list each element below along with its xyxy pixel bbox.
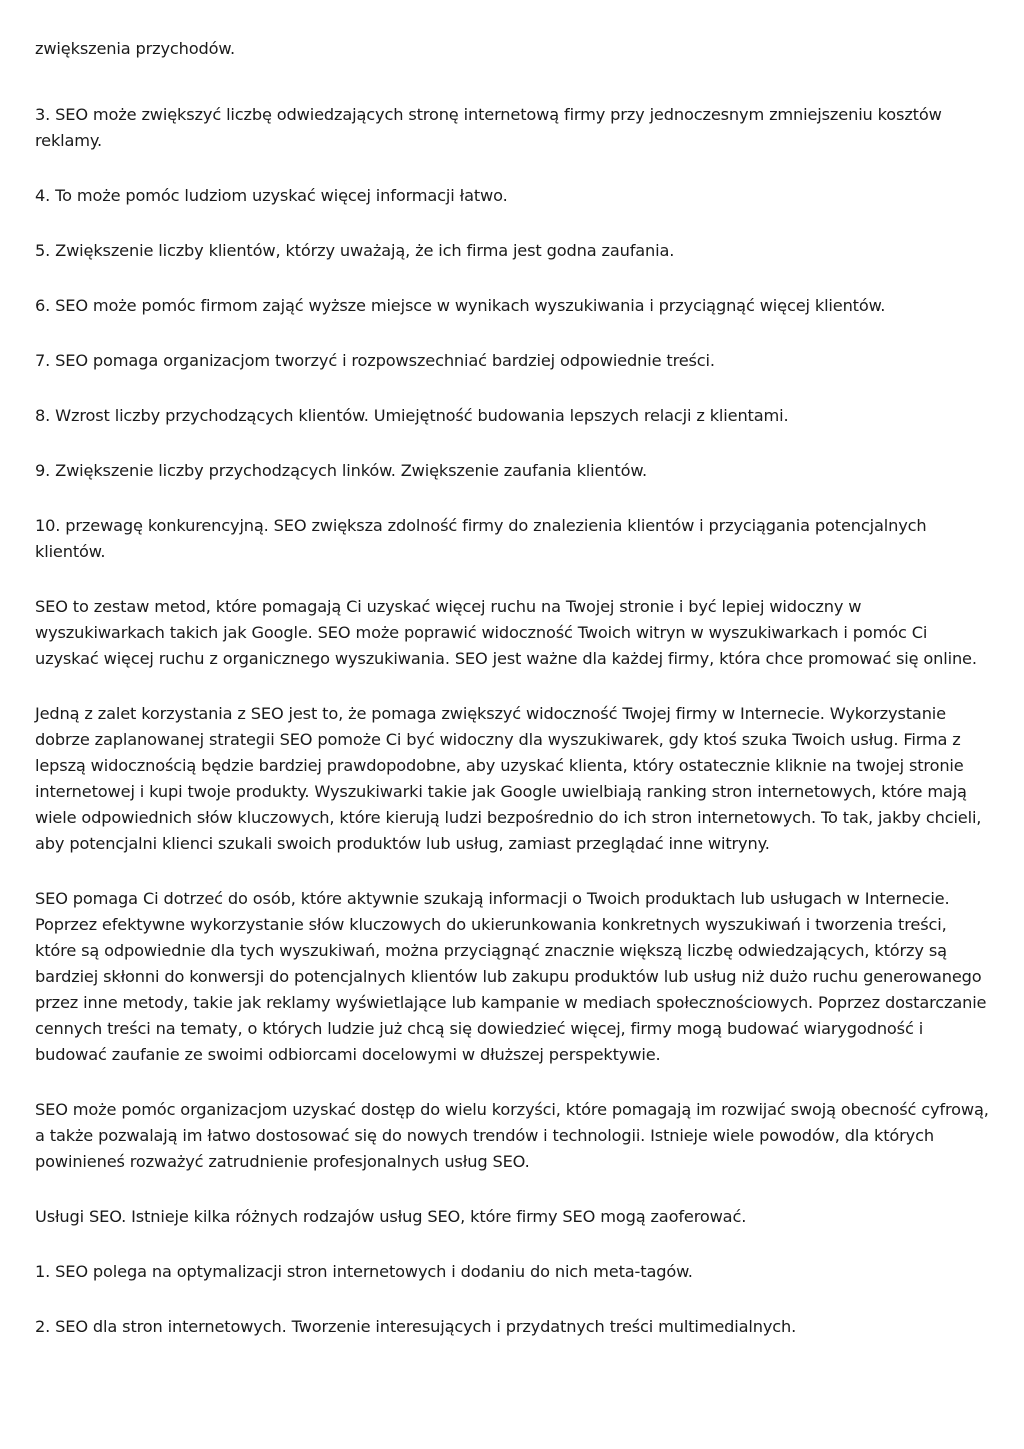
list-item-7: 7. SEO pomaga organizacjom tworzyć i rozpowszechniać bardziej odpowiednie treści. <box>35 351 715 370</box>
paragraph-seo-audience: SEO pomaga Ci dotrzeć do osób, które aktywnie szukają informacji o Twoich produktach lub usługach w Internecie. Poprzez efektywne wykorzystanie słów kluczowych do ukierunkowania konkretnych wyszukiwań i tworzenia treści, które są odpowiednie dla tych wyszukiwań, można przyciągnąć znacznie większą liczbę odwiedzających, którzy są bardziej skłonni do konwersji do potencjalnych klientów lub zakupu produktów lub usług niż dużo ruchu generowanego przez inne metody, takie jak reklamy wyświetlające lub kampanie w mediach społecznościowych. Poprzez dostarczanie cennych treści na tematy, o których ludzie już chcą się dowiedzieć więcej, firmy mogą budować wiarygodność i budować zaufanie ze swoimi odbiorcami docelowymi w dłuższej perspektywie. <box>35 889 987 1064</box>
list-item-6: 6. SEO może pomóc firmom zająć wyższe miejsce w wynikach wyszukiwania i przyciągnąć więcej klientów. <box>35 296 886 315</box>
list-item-10: 10. przewagę konkurencyjną. SEO zwiększa zdolność firmy do znalezienia klientów i przyciągania potencjalnych klientów. <box>35 516 927 561</box>
paragraph-seo-benefits: SEO może pomóc organizacjom uzyskać dostęp do wielu korzyści, które pomagają im rozwijać swoją obecność cyfrową, a także pozwalają im łatwo dostosować się do nowych trendów i technologii. Istnieje wiele powodów, dla których powinieneś rozważyć zatrudnienie profesjonalnych usług SEO. <box>35 1100 989 1171</box>
list-item-4: 4. To może pomóc ludziom uzyskać więcej informacji łatwo. <box>35 186 508 205</box>
document-page <box>35 36 991 1340</box>
list-item-3: 3. SEO może zwiększyć liczbę odwiedzających stronę internetową firmy przy jednoczesnym zmniejszeniu kosztów reklamy. <box>35 105 942 150</box>
service-item-1: 1. SEO polega na optymalizacji stron internetowych i dodaniu do nich meta-tagów. <box>35 1262 693 1281</box>
paragraph-seo-definition: SEO to zestaw metod, które pomagają Ci uzyskać więcej ruchu na Twojej stronie i być lepiej widoczny w wyszukiwarkach takich jak Google. SEO może poprawić widoczność Twoich witryn w wyszukiwarkach i pomóc Ci uzyskać więcej ruchu z organicznego wyszukiwania. SEO jest ważne dla każdej firmy, która chce promować się online. <box>35 597 977 668</box>
service-item-2: 2. SEO dla stron internetowych. Tworzenie interesujących i przydatnych treści multimedialnych. <box>35 1317 797 1336</box>
list-item-9: 9. Zwiększenie liczby przychodzących linków. Zwiększenie zaufania klientów. <box>35 461 647 480</box>
list-item-5: 5. Zwiększenie liczby klientów, którzy uważają, że ich firma jest godna zaufania. <box>35 241 675 260</box>
paragraph-seo-services: Usługi SEO. Istnieje kilka różnych rodzajów usług SEO, które firmy SEO mogą zaoferować. <box>35 1207 747 1226</box>
paragraph-1: zwiększenia przychodów. <box>35 39 235 58</box>
paragraph-seo-visibility: Jedną z zalet korzystania z SEO jest to, że pomaga zwiększyć widoczność Twojej firmy w Internecie. Wykorzystanie dobrze zaplanowanej strategii SEO pomoże Ci być widoczny dla wyszukiwarek, gdy ktoś szuka Twoich usług. Firma z lepszą widocznością będzie bardziej prawdopodobne, aby uzyskać klienta, który ostatecznie kliknie na twojej stronie internetowej i kupi twoje produkty. Wyszukiwarki takie jak Google uwielbiają ranking stron internetowych, które mają wiele odpowiednich słów kluczowych, które kierują ludzi bezpośrednio do ich stron internetowych. To tak, jakby chcieli, aby potencjalni klienci szukali swoich produktów lub usług, zamiast przeglądać inne witryny. <box>35 704 982 853</box>
list-item-8: 8. Wzrost liczby przychodzących klientów. Umiejętność budowania lepszych relacji z klientami. <box>35 406 789 425</box>
